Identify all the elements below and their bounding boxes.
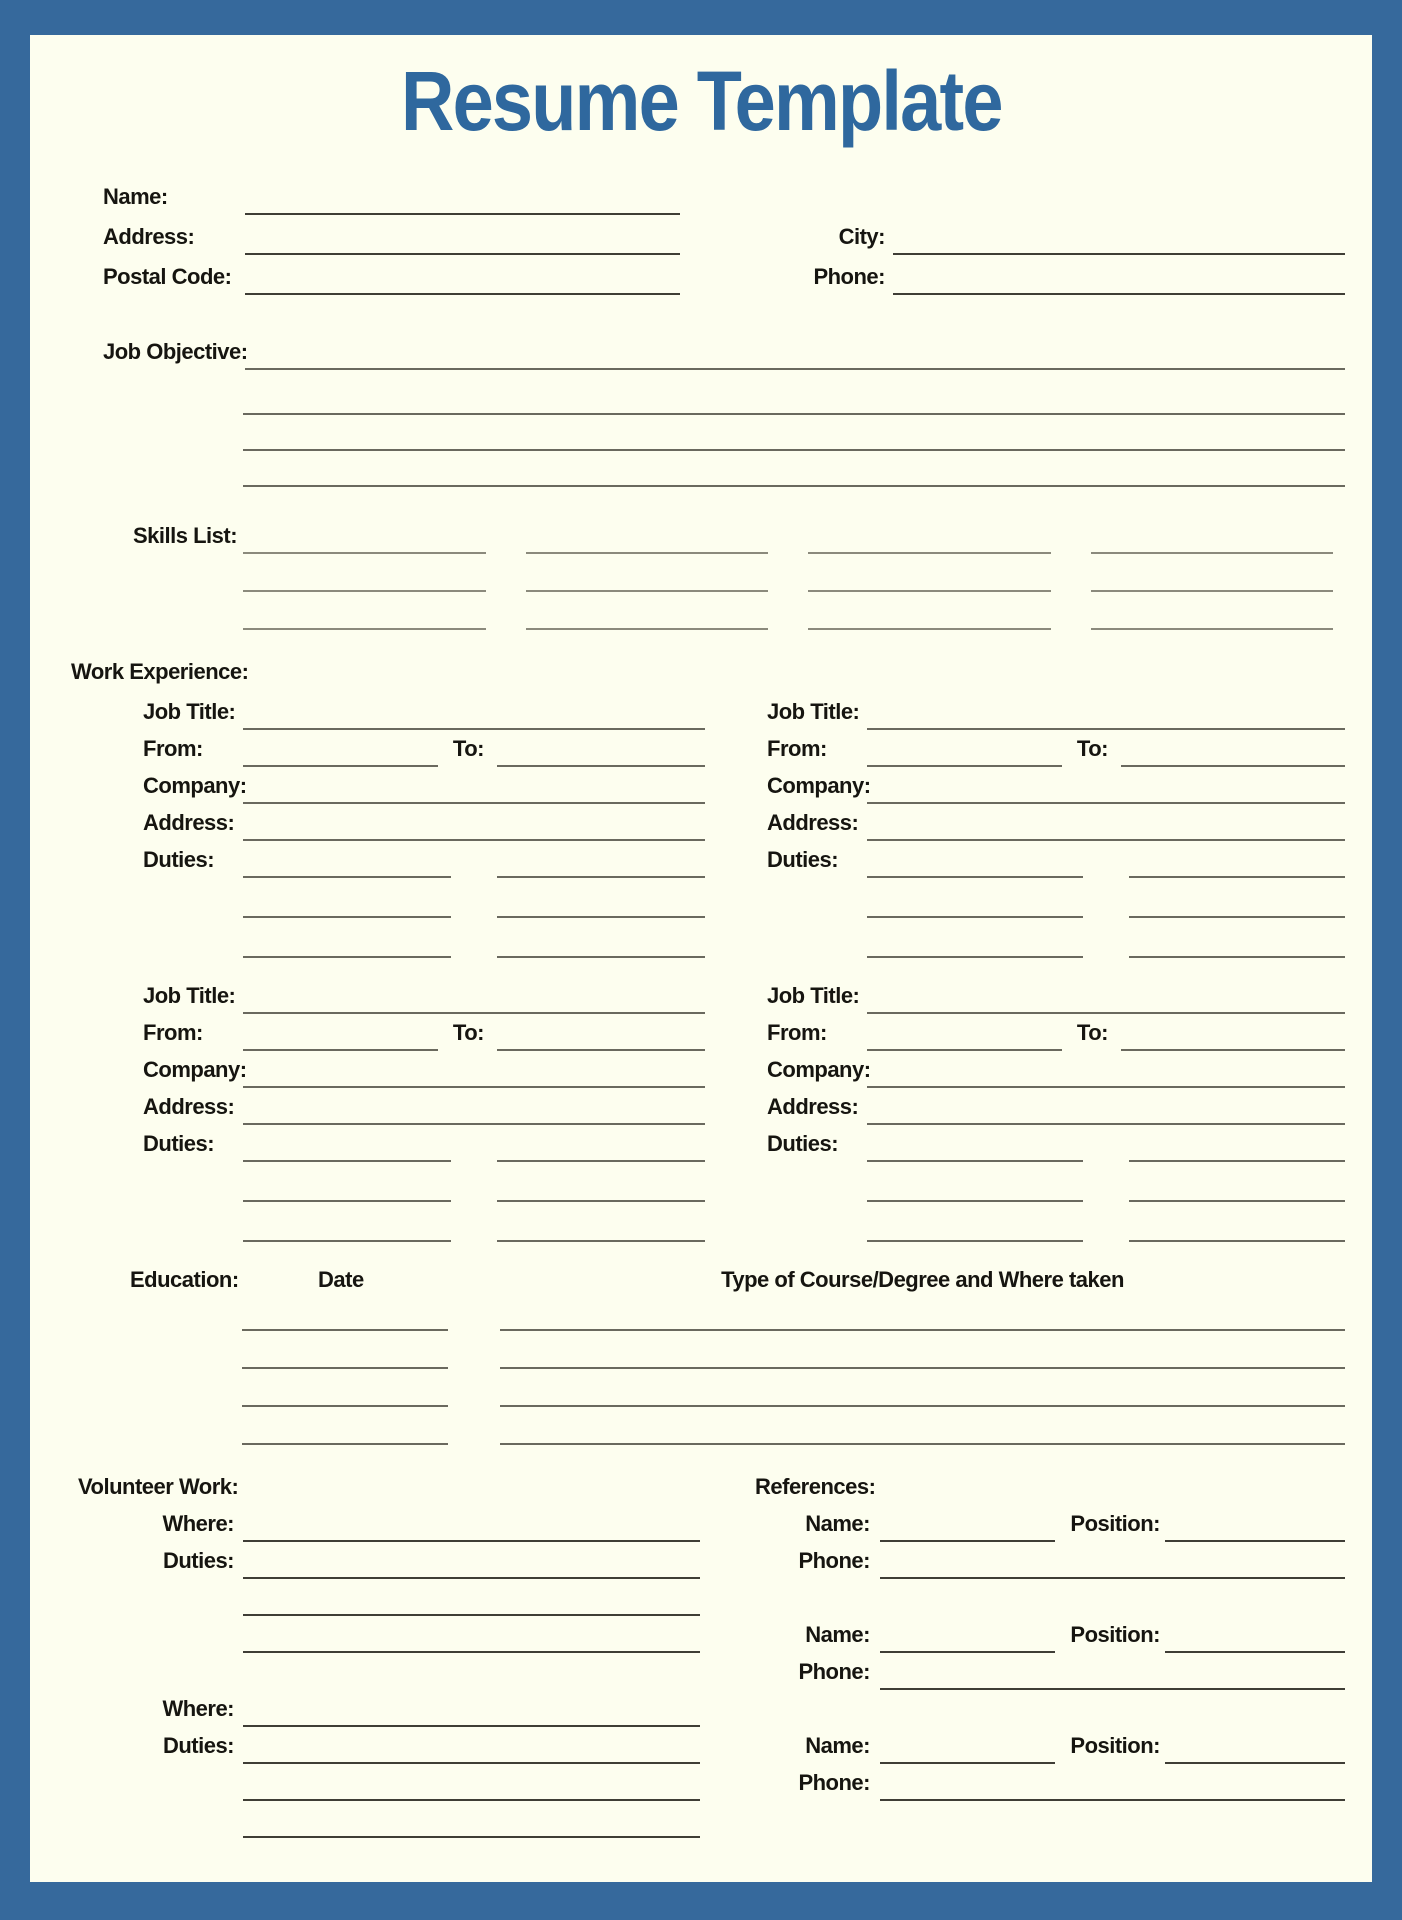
name-label: Name: bbox=[103, 184, 168, 209]
company-label: Company: bbox=[143, 1057, 247, 1082]
reference-name-line bbox=[880, 1651, 1055, 1653]
job-block-1 bbox=[143, 693, 705, 958]
company-label: Company: bbox=[767, 773, 871, 798]
page-title bbox=[30, 53, 1372, 153]
volunteer-work-label: Volunteer Work: bbox=[78, 1474, 239, 1499]
reference-position-line bbox=[1165, 1651, 1345, 1653]
where-label: Where: bbox=[162, 1696, 234, 1721]
address-label: Address: bbox=[767, 1094, 859, 1119]
duties-label: Duties: bbox=[162, 1548, 234, 1573]
skill-line bbox=[808, 554, 1051, 592]
to-line bbox=[1121, 1049, 1345, 1051]
education-course-line bbox=[500, 1405, 1345, 1407]
education-date-line bbox=[242, 1367, 448, 1369]
job-title-label: Job Title: bbox=[143, 983, 236, 1008]
to-label: To: bbox=[1076, 736, 1108, 761]
company-line bbox=[243, 802, 705, 804]
company-line bbox=[243, 1086, 705, 1088]
skill-line bbox=[243, 554, 486, 592]
skill-line bbox=[526, 516, 769, 554]
education-date-line bbox=[242, 1329, 448, 1331]
postal-code-label: Postal Code: bbox=[103, 264, 232, 289]
to-label: To: bbox=[1076, 1020, 1108, 1045]
where-line bbox=[243, 1540, 700, 1542]
duty-line bbox=[243, 956, 451, 958]
work-experience-label: Work Experience: bbox=[71, 659, 249, 684]
from-line bbox=[243, 1049, 438, 1051]
postal-code-row bbox=[103, 255, 1345, 295]
skill-line bbox=[243, 516, 486, 554]
phone-group bbox=[765, 264, 1345, 295]
job-title-label: Job Title: bbox=[767, 983, 860, 1008]
duty-line bbox=[1129, 1240, 1345, 1242]
duties-label: Duties: bbox=[162, 1733, 234, 1758]
duty-line bbox=[867, 916, 1083, 918]
address-label: Address: bbox=[103, 224, 195, 249]
contact-section bbox=[103, 175, 1345, 295]
reference-position-label: Position: bbox=[1070, 1511, 1160, 1536]
postal-code-field-line bbox=[245, 293, 680, 295]
address-row bbox=[103, 215, 1345, 255]
reference-phone-label: Phone: bbox=[798, 1548, 870, 1573]
reference-position-line bbox=[1165, 1762, 1345, 1764]
duty-line bbox=[1129, 1200, 1345, 1202]
reference-phone-label: Phone: bbox=[798, 1770, 870, 1795]
skill-line bbox=[243, 592, 486, 630]
duty-line bbox=[497, 876, 705, 878]
to-line bbox=[497, 1049, 705, 1051]
education-course-header: Type of Course/Degree and Where taken bbox=[721, 1267, 1124, 1292]
job-title-label: Job Title: bbox=[143, 699, 236, 724]
volunteer-section bbox=[30, 1467, 700, 1838]
job-title-line bbox=[867, 728, 1345, 730]
duty-line bbox=[867, 1160, 1083, 1162]
job-block-4 bbox=[767, 977, 1345, 1242]
reference-name-label: Name: bbox=[805, 1622, 870, 1647]
skill-line bbox=[526, 592, 769, 630]
to-label: To: bbox=[452, 1020, 484, 1045]
address-line bbox=[243, 1123, 705, 1125]
work-experience-row-1 bbox=[143, 693, 1345, 958]
address-label: Address: bbox=[767, 810, 859, 835]
job-objective-line-4 bbox=[243, 451, 1345, 487]
duties-extra-line bbox=[243, 1836, 700, 1838]
reference-name-label: Name: bbox=[805, 1733, 870, 1758]
job-title-line bbox=[243, 1012, 705, 1014]
duty-line bbox=[243, 916, 451, 918]
duty-line bbox=[497, 1200, 705, 1202]
company-line bbox=[867, 802, 1345, 804]
company-line bbox=[867, 1086, 1345, 1088]
job-title-line bbox=[867, 1012, 1345, 1014]
education-section bbox=[130, 1260, 1345, 1445]
references-section bbox=[755, 1467, 1345, 1838]
reference-phone-label: Phone: bbox=[798, 1659, 870, 1684]
duties-label: Duties: bbox=[767, 1131, 839, 1156]
name-row bbox=[103, 175, 1345, 215]
duty-line bbox=[1129, 956, 1345, 958]
job-objective-line-1 bbox=[245, 368, 1345, 370]
duty-line bbox=[867, 956, 1083, 958]
duty-line bbox=[867, 876, 1083, 878]
reference-position-line bbox=[1165, 1540, 1345, 1542]
skill-line bbox=[1091, 554, 1334, 592]
duty-line bbox=[1129, 876, 1345, 878]
education-date-line bbox=[242, 1405, 448, 1407]
from-label: From: bbox=[767, 736, 827, 761]
education-header-row bbox=[130, 1260, 1345, 1298]
reference-position-label: Position: bbox=[1070, 1733, 1160, 1758]
references-label: References: bbox=[755, 1474, 876, 1499]
from-label: From: bbox=[143, 736, 203, 761]
education-course-line bbox=[500, 1367, 1345, 1369]
job-objective-line-2 bbox=[243, 379, 1345, 415]
duties-extra-line bbox=[243, 1799, 700, 1801]
job-objective-label: Job Objective: bbox=[103, 339, 248, 364]
skills-list-label: Skills List: bbox=[133, 523, 238, 548]
company-label: Company: bbox=[143, 773, 247, 798]
duty-line bbox=[243, 1200, 451, 1202]
duty-line bbox=[497, 916, 705, 918]
job-block-2 bbox=[767, 693, 1345, 958]
job-block-3 bbox=[143, 977, 705, 1242]
to-line bbox=[497, 765, 705, 767]
duty-line bbox=[1129, 916, 1345, 918]
resume-template-page bbox=[30, 35, 1372, 1882]
where-label: Where: bbox=[162, 1511, 234, 1536]
from-line bbox=[867, 765, 1062, 767]
skill-line bbox=[526, 554, 769, 592]
city-group bbox=[765, 224, 1345, 255]
duties-label: Duties: bbox=[767, 847, 839, 872]
job-objective-extra-lines bbox=[243, 379, 1345, 487]
education-label: Education: bbox=[130, 1267, 239, 1292]
page-title-text: Resume Template bbox=[400, 54, 1002, 148]
job-objective-section bbox=[103, 330, 1345, 487]
duty-line bbox=[1129, 1160, 1345, 1162]
to-label: To: bbox=[452, 736, 484, 761]
duty-line bbox=[243, 1240, 451, 1242]
phone-label: Phone: bbox=[813, 264, 885, 289]
education-date-line bbox=[242, 1443, 448, 1445]
skill-line bbox=[808, 592, 1051, 630]
skills-grid bbox=[243, 516, 1333, 630]
reference-phone-line bbox=[880, 1577, 1345, 1579]
reference-name-line bbox=[880, 1762, 1055, 1764]
skills-section bbox=[133, 516, 1333, 630]
company-label: Company: bbox=[767, 1057, 871, 1082]
skill-line bbox=[808, 516, 1051, 554]
to-line bbox=[1121, 765, 1345, 767]
duty-line bbox=[867, 1200, 1083, 1202]
skill-line bbox=[1091, 516, 1334, 554]
education-date-header: Date bbox=[318, 1267, 364, 1292]
bottom-section bbox=[30, 1467, 1345, 1838]
address-label: Address: bbox=[143, 810, 235, 835]
duties-line bbox=[243, 1577, 700, 1579]
duty-line bbox=[497, 956, 705, 958]
job-title-label: Job Title: bbox=[767, 699, 860, 724]
duty-line bbox=[867, 1240, 1083, 1242]
duties-label: Duties: bbox=[143, 847, 215, 872]
education-course-line bbox=[500, 1443, 1345, 1445]
job-objective-line-3 bbox=[243, 415, 1345, 451]
duties-label: Duties: bbox=[143, 1131, 215, 1156]
education-course-line bbox=[500, 1329, 1345, 1331]
reference-position-label: Position: bbox=[1070, 1622, 1160, 1647]
address-field-line bbox=[245, 253, 680, 255]
skill-line bbox=[1091, 592, 1334, 630]
address-line bbox=[243, 839, 705, 841]
from-label: From: bbox=[143, 1020, 203, 1045]
from-line bbox=[867, 1049, 1062, 1051]
city-label: City: bbox=[838, 224, 885, 249]
duty-line bbox=[243, 876, 451, 878]
address-line bbox=[867, 1123, 1345, 1125]
reference-phone-line bbox=[880, 1799, 1345, 1801]
from-line bbox=[243, 765, 438, 767]
city-field-line bbox=[893, 253, 1345, 255]
phone-field-line bbox=[893, 293, 1345, 295]
duty-line bbox=[497, 1240, 705, 1242]
where-line bbox=[243, 1725, 700, 1727]
job-objective-row bbox=[103, 330, 1345, 370]
duty-line bbox=[243, 1160, 451, 1162]
reference-name-line bbox=[880, 1540, 1055, 1542]
job-title-line bbox=[243, 728, 705, 730]
from-label: From: bbox=[767, 1020, 827, 1045]
work-experience-row-2 bbox=[143, 977, 1345, 1242]
work-experience-header bbox=[71, 652, 1372, 690]
reference-name-label: Name: bbox=[805, 1511, 870, 1536]
address-label: Address: bbox=[143, 1094, 235, 1119]
reference-phone-line bbox=[880, 1688, 1345, 1690]
name-field-line bbox=[245, 213, 680, 215]
duties-extra-line bbox=[243, 1651, 700, 1653]
duty-line bbox=[497, 1160, 705, 1162]
duties-extra-line bbox=[243, 1614, 700, 1616]
duties-line bbox=[243, 1762, 700, 1764]
address-line bbox=[867, 839, 1345, 841]
